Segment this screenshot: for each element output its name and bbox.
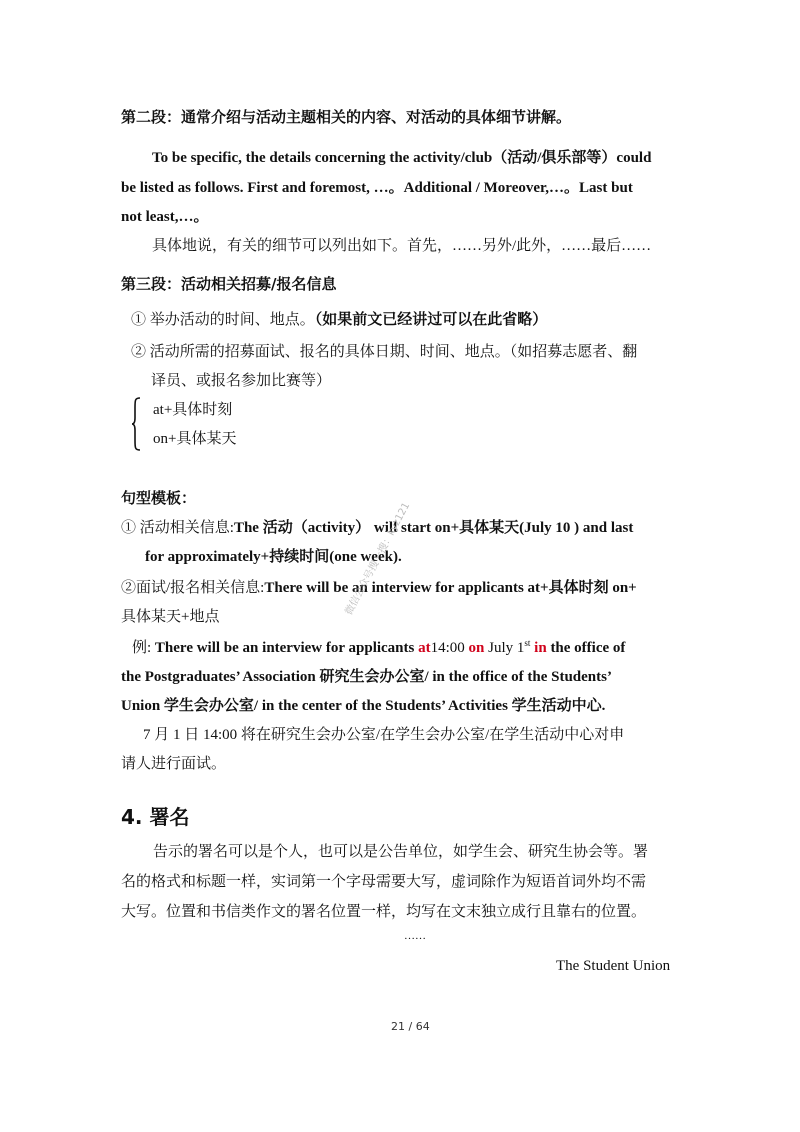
item1-number: ① xyxy=(131,312,147,328)
item1-text: 举办活动的时间、地点。 xyxy=(149,312,315,328)
example-label: 例: xyxy=(132,640,152,656)
item2-number: ② xyxy=(131,344,147,360)
t2-text: There will be an interview for applicants at+具体时刻 on+ xyxy=(264,580,637,596)
example-at: at xyxy=(418,640,431,656)
example-date: July 1 xyxy=(488,640,525,656)
section4-line2: 名的格式和标题一样，实词第一个字母需要大写，虚词除作为短语首词外均不需 xyxy=(121,874,647,890)
section3-heading: 第三段：活动相关招募/报名信息 xyxy=(121,275,337,293)
example-line3: Union 学生会办公室/ in the center of the Students’ Activities 学生活动中心. xyxy=(121,698,606,714)
section2-en-line3: not least,…。 xyxy=(121,209,209,225)
example-line2: the Postgraduates’ Association 研究生会办公室/ in the office of the Students’ xyxy=(121,669,612,685)
template-heading: 句型模板： xyxy=(121,489,197,507)
example-text-b: the office of xyxy=(550,640,626,656)
page-number: 21 / 64 xyxy=(391,1020,430,1033)
watermark: 微信公众号搜一搜：kyz121 xyxy=(343,500,413,618)
example-line1 xyxy=(132,636,625,657)
brace-at: at+具体时刻 xyxy=(153,402,233,418)
section2-heading: 第二段：通常介绍与活动主题相关的内容、对活动的具体细节讲解。 xyxy=(121,108,572,126)
curly-brace-icon xyxy=(131,396,141,452)
example-text-a: There will be an interview for applicants xyxy=(154,640,415,656)
section4-line1: 告示的署名可以是个人，也可以是公告单位，如学生会、研究生协会等。署 xyxy=(153,844,649,860)
section4-line3: 大写。位置和书信类作文的署名位置一样，均写在文末独立成行且靠右的位置。 xyxy=(121,904,647,920)
example-cn-line1: 7 月 1 日 14:00 将在研究生会办公室/在学生会办公室/在学生活动中心对申 xyxy=(143,727,625,743)
template-line2 xyxy=(121,576,637,597)
example-date-suffix: st xyxy=(524,638,531,648)
example-time: 14:00 xyxy=(430,640,465,656)
t1-label: 活动相关信息: xyxy=(139,520,234,536)
section4-ellipsis: …… xyxy=(404,930,426,942)
signature: The Student Union xyxy=(556,958,671,974)
section2-en-line2: be listed as follows. First and foremost, …。Additional / Moreover,…。Last but xyxy=(121,180,633,196)
brace-on: on+具体某天 xyxy=(153,431,237,447)
item2-line2: 译员、或报名参加比赛等） xyxy=(151,373,332,389)
example-on: on xyxy=(468,640,485,656)
example-cn-line2: 请人进行面试。 xyxy=(121,756,227,772)
template-line2b: 具体某天+地点 xyxy=(121,609,220,625)
template-line1b: for approximately+持续时间(one week). xyxy=(145,549,402,565)
section3-item1 xyxy=(131,308,547,329)
t2-label: ②面试/报名相关信息: xyxy=(121,580,265,596)
example-in: in xyxy=(534,640,547,656)
item2-line1: 活动所需的招募面试、报名的具体日期、时间、地点。（如招募志愿者、翻 xyxy=(149,344,638,360)
t1-text: The 活动（activity） will start on+具体某天(July 10 ) and last xyxy=(233,520,634,536)
template-line1 xyxy=(121,516,633,537)
item1-note: （如果前文已经讲过可以在此省略） xyxy=(314,312,548,328)
section2-en-line1: To be specific, the details concerning the activity/club（活动/俱乐部等）could xyxy=(152,150,652,166)
section2-cn-line: 具体地说，有关的细节可以列出如下。首先，……另外/此外，……最后…… xyxy=(152,238,652,254)
section3-item2 xyxy=(131,340,637,361)
t1-number: ① xyxy=(121,520,137,536)
section4-heading: 4. 署名 xyxy=(121,805,190,829)
